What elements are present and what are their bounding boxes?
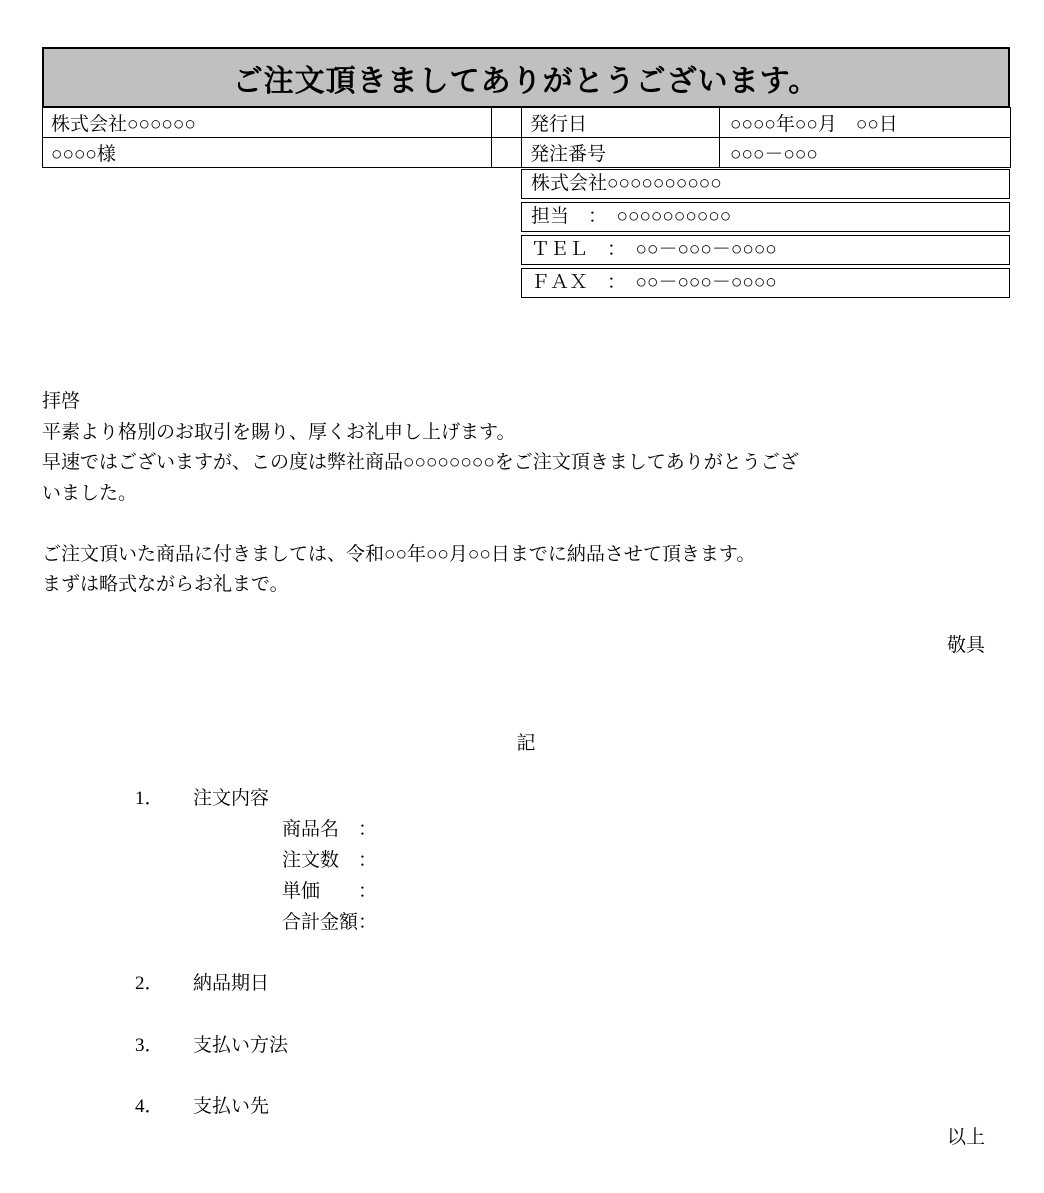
order-number-value-cell: ○○○－○○○ (720, 138, 1011, 168)
body-line: ご注文頂いた商品に付きましては、令和○○年○○月○○日までに納品させて頂きます。 (42, 543, 756, 565)
header-table (42, 107, 1011, 168)
issue-date-value-cell: ○○○○年○○月 ○○日 (720, 108, 1011, 138)
notes-section (42, 728, 1010, 1153)
issuer-contact-box: 担当 ： ○○○○○○○○○○ (521, 202, 1010, 232)
order-field-unit-price: 単価 ： (282, 880, 378, 902)
document-title: ご注文頂きましてありがとうございます。 (232, 64, 820, 98)
letter-body (42, 387, 1010, 662)
order-number-label-cell: 発注番号 (522, 138, 720, 168)
item-number: 3． (135, 1034, 164, 1056)
issuer-company-box: 株式会社○○○○○○○○○○ (521, 169, 1010, 199)
body-line: いました。 (42, 482, 138, 504)
order-acknowledgment-document (42, 47, 1010, 1153)
item-label: 支払い方法 (193, 1034, 289, 1056)
issuer-fax-box: ＦＡＸ ： ○○－○○○－○○○○ (521, 268, 1010, 298)
body-line: 平素より格別のお取引を賜り、厚くお礼申し上げます。 (42, 421, 516, 443)
notes-heading: 記 (516, 732, 536, 754)
spacer-cell (492, 108, 522, 138)
header-row-2 (43, 138, 1011, 168)
order-fields-block (282, 814, 1010, 938)
header-row-1 (43, 108, 1011, 138)
order-field-total-amount: 合計金額： (282, 911, 378, 933)
spacer-cell (492, 138, 522, 168)
recipient-name-cell: ○○○○様 (43, 138, 492, 168)
blank-line (42, 601, 1010, 632)
item-number: 2． (135, 972, 164, 994)
order-field-quantity: 注文数 ： (282, 849, 378, 871)
end-mark: 以上 (946, 1126, 985, 1148)
note-item-order-details (135, 783, 1010, 814)
item-label: 支払い先 (193, 1095, 270, 1117)
note-item-payment-destination (135, 1091, 1010, 1122)
body-line: まずは略式ながらお礼まで。 (42, 574, 289, 595)
blank-line (42, 509, 1010, 540)
recipient-company-cell: 株式会社○○○○○○ (43, 108, 492, 138)
order-field-product-name: 商品名 ： (282, 818, 378, 840)
closing-word: 敬具 (946, 635, 985, 656)
title-bar (42, 47, 1010, 108)
item-number: 4． (135, 1095, 164, 1117)
note-item-payment-method (135, 1030, 1010, 1061)
item-number: 1． (135, 787, 164, 809)
item-label: 注文内容 (193, 787, 270, 809)
body-line: 早速ではございますが、この度は弊社商品○○○○○○○○をご注文頂きましてありがとうござ (42, 452, 799, 473)
issue-date-label-cell: 発行日 (522, 108, 720, 138)
salutation: 拝啓 (42, 391, 81, 412)
issuer-tel-box: ＴＥＬ ： ○○－○○○－○○○○ (521, 235, 1010, 265)
issuer-info-block (521, 169, 1010, 298)
note-item-delivery-date (135, 968, 1010, 999)
item-label: 納品期日 (193, 972, 270, 994)
